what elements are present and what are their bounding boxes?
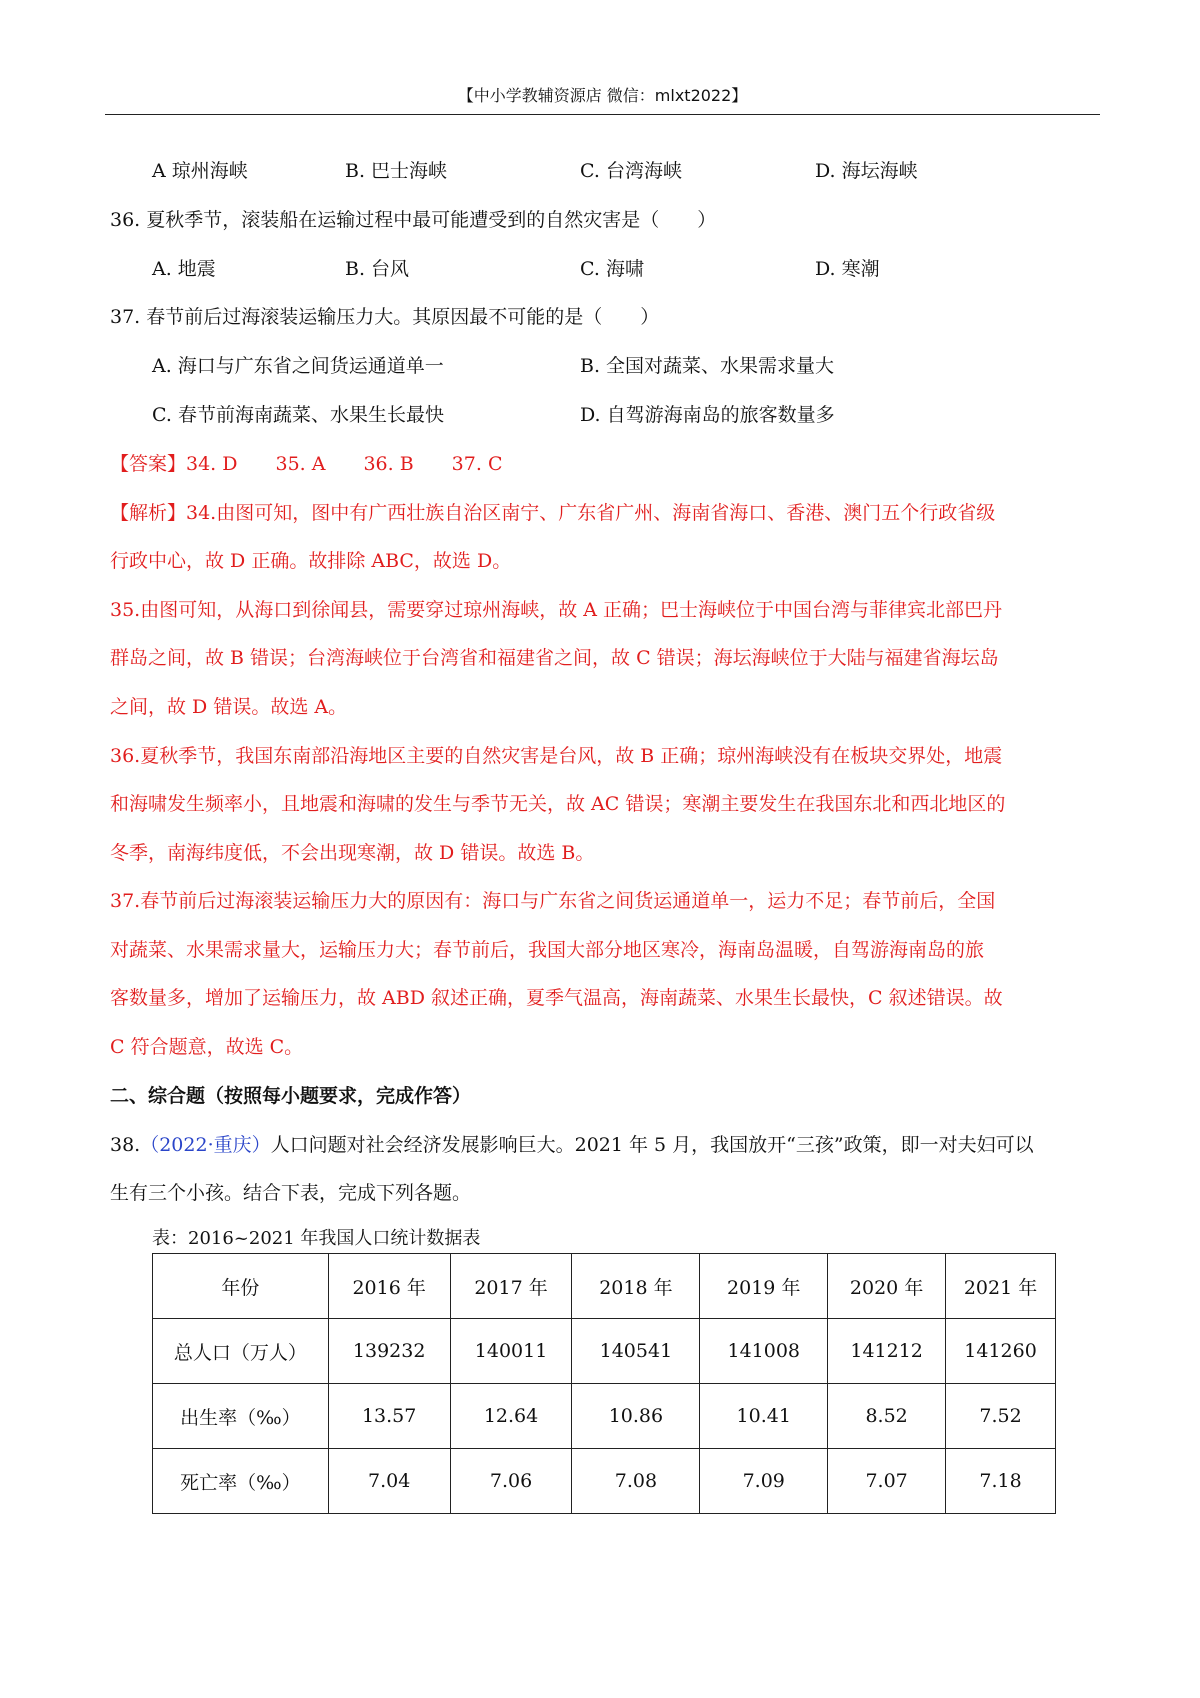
q38-number: 38.: [110, 1134, 141, 1156]
table-cell: 2018 年: [572, 1254, 700, 1319]
analysis-line: 群岛之间，故 B 错误；台湾海峡位于台湾省和福建省之间，故 C 错误；海坛海峡位于大陆与福建省海坛岛: [110, 647, 999, 669]
table-cell: 7.09: [700, 1449, 828, 1514]
analysis-line: 冬季，南海纬度低，不会出现寒潮，故 D 错误。故选 B。: [110, 842, 595, 864]
table-cell: 10.86: [572, 1384, 700, 1449]
table-cell: 7.07: [828, 1449, 946, 1514]
table-row-label: 死亡率（‰）: [153, 1449, 329, 1514]
q37-option-a: A. 海口与广东省之间货运通道单一: [152, 355, 444, 377]
analysis-line: 和海啸发生频率小，且地震和海啸的发生与季节无关，故 AC 错误；寒潮主要发生在我国东北和西北地区的: [110, 793, 1006, 815]
analysis-line: 35.由图可知，从海口到徐闻县，需要穿过琼州海峡，故 A 正确；巴士海峡位于中国台湾与菲律宾北部巴丹: [110, 599, 1003, 621]
table-cell: 8.52: [828, 1384, 946, 1449]
answer-line: 【答案】34. D 35. A 36. B 37. C: [110, 453, 503, 475]
q37-stem: 37. 春节前后过海滚装运输压力大。其原因最不可能的是（ ）: [110, 306, 660, 328]
table-cell: 7.52: [946, 1384, 1056, 1449]
q37-option-b: B. 全国对蔬菜、水果需求量大: [580, 355, 835, 377]
q36-option-d: D. 寒潮: [815, 258, 880, 280]
q36-stem: 36. 夏秋季节，滚装船在运输过程中最可能遭受到的自然灾害是（ ）: [110, 209, 717, 231]
q38-text: 人口问题对社会经济发展影响巨大。2021 年 5 月，我国放开“三孩”政策，即一对夫妇可以: [270, 1134, 1034, 1156]
q35-option-c: C. 台湾海峡: [580, 160, 682, 182]
table-cell: 141212: [828, 1319, 946, 1384]
analysis-line: 对蔬菜、水果需求量大，运输压力大；春节前后，我国大部分地区寒冷，海南岛温暖，自驾游海南岛的旅: [110, 939, 985, 961]
q35-option-a: A 琼州海峡: [152, 160, 248, 182]
table-cell: 7.18: [946, 1449, 1056, 1514]
table-cell: 139232: [328, 1319, 450, 1384]
population-table: [152, 1253, 1056, 1514]
table-header-row: [153, 1254, 1056, 1319]
q36-option-c: C. 海啸: [580, 258, 644, 280]
table-cell: 2021 年: [946, 1254, 1056, 1319]
table-cell: 2017 年: [450, 1254, 572, 1319]
table-row-label: 年份: [153, 1254, 329, 1319]
table-cell: 2019 年: [700, 1254, 828, 1319]
table-cell: 10.41: [700, 1384, 828, 1449]
q38-line2: 生有三个小孩。结合下表，完成下列各题。: [110, 1182, 472, 1204]
table-cell: 12.64: [450, 1384, 572, 1449]
table-row-label: 总人口（万人）: [153, 1319, 329, 1384]
q38-line1: [110, 1130, 1034, 1157]
table-caption: 表：2016~2021 年我国人口统计数据表: [152, 1228, 481, 1249]
table-row: [153, 1449, 1056, 1514]
page-header: 【中小学教辅资源店 微信：mlxt2022】: [105, 78, 1100, 115]
q36-option-b: B. 台风: [345, 258, 410, 280]
analysis-line: 36.夏秋季节，我国东南部沿海地区主要的自然灾害是台风，故 B 正确；琼州海峡没有在板块交界处，地震: [110, 745, 1003, 767]
table-cell: 7.06: [450, 1449, 572, 1514]
table-cell: 141008: [700, 1319, 828, 1384]
q36-option-a: A. 地震: [152, 258, 216, 280]
analysis-line: C 符合题意，故选 C。: [110, 1036, 304, 1058]
q35-option-b: B. 巴士海峡: [345, 160, 448, 182]
analysis-line: 行政中心，故 D 正确。故排除 ABC，故选 D。: [110, 550, 512, 572]
table-cell: 13.57: [328, 1384, 450, 1449]
table-cell: 7.08: [572, 1449, 700, 1514]
table-row: [153, 1384, 1056, 1449]
q38-source: （2022·重庆）: [140, 1134, 271, 1156]
table-cell: 2016 年: [328, 1254, 450, 1319]
table-row: [153, 1319, 1056, 1384]
analysis-line: 【解析】34.由图可知，图中有广西壮族自治区南宁、广东省广州、海南省海口、香港、澳门五个行政省级: [110, 502, 996, 524]
table-cell: 141260: [946, 1319, 1056, 1384]
q35-option-d: D. 海坛海峡: [815, 160, 918, 182]
table-cell: 140541: [572, 1319, 700, 1384]
table-cell: 7.04: [328, 1449, 450, 1514]
section-title: 二、综合题（按照每小题要求，完成作答）: [110, 1085, 472, 1107]
analysis-line: 之间，故 D 错误。故选 A。: [110, 696, 348, 718]
analysis-line: 客数量多，增加了运输压力，故 ABD 叙述正确，夏季气温高，海南蔬菜、水果生长最快，C 叙述错误。故: [110, 987, 1003, 1009]
table-cell: 140011: [450, 1319, 572, 1384]
analysis-line: 37.春节前后过海滚装运输压力大的原因有：海口与广东省之间货运通道单一，运力不足；春节前后，全国: [110, 890, 996, 912]
q37-option-d: D. 自驾游海南岛的旅客数量多: [580, 404, 835, 426]
table-row-label: 出生率（‰）: [153, 1384, 329, 1449]
q37-option-c: C. 春节前海南蔬菜、水果生长最快: [152, 404, 444, 426]
table-cell: 2020 年: [828, 1254, 946, 1319]
